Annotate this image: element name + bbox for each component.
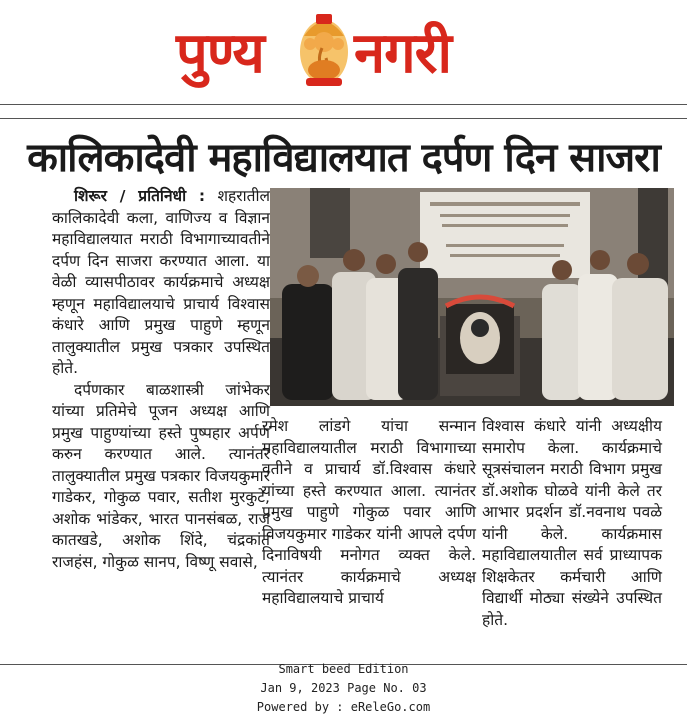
masthead-title-left: पुण्य — [176, 21, 264, 86]
masthead — [0, 0, 687, 104]
footer-edition: Smart beed Edition — [278, 662, 409, 676]
article-headline: कालिकादेवी महाविद्यालयात दर्पण दिन साजरा — [27, 135, 660, 181]
headline-rule — [0, 118, 687, 119]
article-column-2 — [262, 416, 476, 610]
footer-date-page: Jan 9, 2023 Page No. 03 — [260, 681, 427, 695]
group-photo-icon — [270, 188, 674, 406]
footer — [0, 660, 687, 717]
byline: शिरूर / प्रतिनिधी : — [74, 187, 206, 205]
paragraph-1: शहरातील कालिकादेवी कला, वाणिज्य व विज्ञान महाविद्यालयात मराठी विभागाच्यावतीने दर्पण दिन साजरा करण्यात आला. या वेळी व्यासपीठावर कार्यक्रमाचे अध्यक्ष म्हणून महाविद्यालयाचे प्राचार्य विश्वास कंधारे आणि प्रमुख पाहुणे म्हणून तालुक्यातील प्रमुख पत्रकार उपस्थित होते. — [52, 187, 270, 377]
article-column-3 — [482, 416, 662, 631]
article-column-1 — [52, 186, 270, 573]
ganesh-idol-icon — [296, 12, 352, 90]
masthead-title-right: नगरी — [354, 21, 452, 86]
masthead-rule — [0, 104, 687, 105]
paragraph-4: विश्वास कंधारे यांनी अध्यक्षीय समारोप केला. कार्यक्रमाचे सूत्रसंचालन मराठी विभाग प्रमुख डॉ.अशोक घोळवे यांनी केले तर आभार प्रदर्शन डॉ.नवनाथ पवळे यांनी केले. कार्यक्रमास महाविद्यालयातील सर्व प्राध्यापक शिक्षकेतर कर्मचारी आणि विद्यार्थी मोठ्या संख्येने उपस्थित होते. — [482, 417, 662, 629]
paragraph-2: दर्पणकार बाळशास्त्री जांभेकर यांच्या प्रतिमेचे पूजन अध्यक्ष आणि प्रमुख पाहुण्यांच्या हस्ते पुष्पहार अर्पण करुन करण्यात आले. त्यानंतर तालुक्यातील प्रमुख पत्रकार विजयकुमार गाडेकर, गोकुळ पवार, सतीश मुरकुटे, अशोक भांडेकर, भारत पानसंबळ, राज कातखडे, अशोक शिंदे, चंद्रकांत राजहंस, गोकुळ सानप, विष्णू सवासे, — [52, 380, 270, 571]
paragraph-3: रमेश लांडगे यांचा सन्मान महाविद्यालयातील मराठी विभागाच्या वतीने व प्राचार्य डॉ.विश्वास कंधारे यांच्या हस्ते करण्यात आला. त्यानंतर प्रमुख पाहुणे गोकुळ पवार आणि विजयकुमार गाडेकर यांनी आपले दर्पण दिनाविषयी मनोगत व्यक्त केले. त्यानंतर कार्यक्रमाचे अध्यक्ष महाविद्यालयाचे प्राचार्य — [262, 417, 476, 607]
footer-powered-by: Powered by : eReleGo.com — [256, 700, 431, 714]
